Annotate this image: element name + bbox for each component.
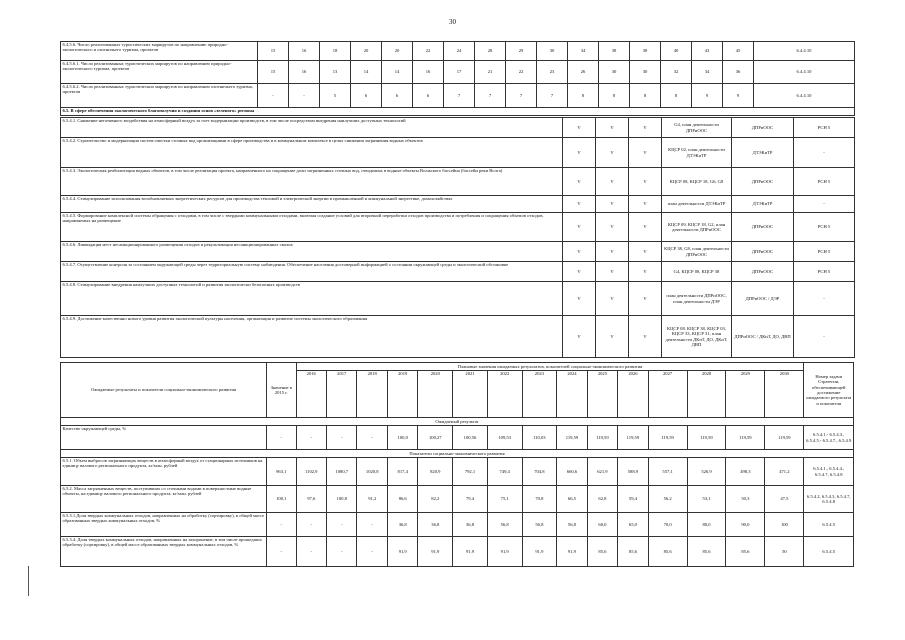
header-row [61, 363, 854, 371]
table-row: 6.4.5.6. Число реализованных туристических маршрутов по направлению природно-экологического и охотничьего туризма, проектов 15 16 18 20 20 22 24 28 29 30 34 38 38 40 43 45 6.4.4.10 [61, 42, 855, 61]
table-row: 6.5.3.1.Доля твердых коммунальных отходов, направленных на обработку (сортировку), в общей массе образованных твердых коммунальных отходов, % - - - - 36,8 36,8 36,8 56,8 56,8 56,8 60,0 65,0 70,0 80,0 90,0 100 6.5.4.5 [61, 513, 854, 537]
top-table [60, 41, 855, 116]
row-label: 6.4.5.6. Число реализованных туристических маршрутов по направлению природно-экологического и охотничьего туризма, проектов [61, 42, 258, 61]
table-row: 6.5.4.8. Стимулирование внедрения наилучших доступных технологий и развития экологически безопасных производств V V V план деятельности ДПРиООС, план деятельности ДЭР ДПРиООС / ДЭР - [61, 282, 855, 316]
page-number: 30 [449, 18, 456, 26]
plan-values-header: Плановые значения ожидаемых результатов, показателей социально-экономического развития [296, 363, 804, 371]
table-row: 6.5.4.5. Формирование комплексной системы обращения с отходами, в том числе с твердыми коммунальными отходами, включая создание условий для вторичной переработки отходов производства и потребления и сокращения объемов отходов, направляемых на размещение V V V КЦСР 09, КЦСР 18, G2, план деятельности ДПРиООС ДПРиООС РСН 5 [61, 213, 855, 242]
table-row: 6.4.5.6.2. Число реализованных туристических маршрутов по направлению охотничьего туризма, проектов - - 5 6 6 6 7 7 7 7 8 8 8 8 9 9 6.4.4.10 [61, 84, 855, 108]
indicator-header: Ожидаемые результаты и показатели социально-экономического развития [61, 363, 267, 418]
base-value-header: Значение в 2015 г. [267, 363, 296, 418]
table-row: 6.5.1. Объем выбросов загрязняющих веществ в атмосферный воздух от стационарных источников на единицу валового регионального продукта, кг/млн. рублей 963,1 1102,9 1080,7 1020,8 817,4 820,9 792,1 749,4 704,8 660,6 621,9 588,9 557,1 526,9 498,3 471,2 6.5.4.1., 6.5.4.4., 6.5.4.7, 6.5.4.8 [61, 458, 854, 486]
row-label: 6.4.5.6.1. Число реализованных туристических маршрутов по направлению природно-экологического туризма, проектов [61, 61, 258, 84]
table-row: 6.5.2. Масса загрязненных веществ, поступивших со сточными водами в поверхностные водные объекты, на единицу валового регионального продукта, кг/млн. рублей 100,1 97,6 100,8 91,2 86,6 82,2 79,4 75,1 70,8 66,5 62,8 59,4 56,2 53,1 50,3 47,5 6.5.4.2, 6.5.4.3, 6.5.4.7, 6.5.4.8 [61, 486, 854, 513]
row-label: 6.4.5.6.2. Число реализованных туристических маршрутов по направлению охотничьего туризма, проектов [61, 84, 258, 108]
scan-edge-mark [28, 566, 29, 596]
table-row: 6.5.4.2. Строительство и модернизация систем очистки сточных вод организациями в сфере производства и в коммунальном комплексе в целях снижения загрязнения водных объектов V V V КЦСР 02, план деятельности ДТЭКиТР ДТЭКиТР - [61, 138, 855, 168]
section-header-row [61, 418, 854, 426]
table-row: 6.5.4.3. Экологическая реабилитация водных объектов, в том числе реализация проекта, направленного на сокращение доли загрязненных сточных вод, отводимых в водные объекты Волжского бассейна (бассейн реки Волга) V V V КЦСР 08, КЦСР 18, G6, G8 ДПРиООС РСН 5 [61, 168, 855, 196]
table-row: 6.5.4.4. Стимулирование использования возобновляемых энергетических ресурсов для производства тепловой и электрической энергии в промышленной и коммунальной энергетике, домохозяйствах V V V план деятельности ДТЭКиТР ДТЭКиТР - [61, 196, 855, 213]
table-row: 6.5.4.1. Снижение негативного воздействия на атмосферный воздух за счет модернизации производств, в том числе посредством внедрения наилучших доступных технологий V V V G4, план деятельности ДПРиООС ДПРиООС РСН 5 [61, 118, 855, 138]
table-row: 6.5.4.6. Ликвидация мест несанкционированного размещения отходов и рекультивация несанкционированных свалок V V V КЦСР 38, G8, план деятельности ДПРиООС ДПРиООС РСН 5 [61, 242, 855, 262]
years-row: 2016 2017 2018 2019 2020 2021 2022 2023 2024 2025 2026 2027 2028 2029 2030 [61, 371, 854, 418]
section-header-row [61, 450, 854, 458]
expected-result-label: Ожидаемый результат [61, 418, 854, 426]
section-header-row [61, 108, 855, 116]
table-row: Качество окружающей среды, % - - - - 100,0 100,27 100,56 109,53 110,03 119,59 119,59 119,59 119,59 119,59 119,59 119,59 6.5.4.1.- 6.5.4.3., 6.5.4.5.- 6.5.4.7., 6.5.4.9 [61, 426, 854, 450]
table-row: 6.5.3.4. Доля твердых коммунальных отходов, направленных на захоронение, в том числе прошедших обработку (сортировку), в общей массе образованных твердых коммунальных отходов, % - - - - 91,9 91,9 91,9 91,9 91,9 91,9 85,6 85,6 85,6 85,6 85,6 50 6.5.4.5 [61, 537, 854, 567]
table-row: 6.4.5.6.1. Число реализованных туристических маршрутов по направлению природно-экологического туризма, проектов 15 16 13 14 14 16 17 21 22 23 26 30 30 32 34 36 6.4.4.10 [61, 61, 855, 84]
indicators-table [60, 362, 854, 567]
indicators-label: Показатели социально-экономического развития [61, 450, 854, 458]
table-row: 6.5.4.7. Осуществление контроля за состоянием окружающей среды через территориальную систему наблюдения. Обеспечение населения достоверной информацией о состоянии окружающей среды и экологической обстановке V V V G4, КЦСР 08, КЦСР 38 ДПРиООС РСН 5 [61, 262, 855, 282]
task-number-header: Номер задачи Стратегии, обеспечивающей достижение ожидаемого результата и показателя [804, 363, 854, 418]
table-row: 6.5.4.9. Достижение качественно нового уровня развития экологической культуры населения, организация и развитие системы экологического образования V V V КЦСР 08, КЦСР 38, КЦСР 03, КЦСР 33, КЦСР 31, план деятельности ДКиТ, ДО, ДКиТ, ДВП ДПРиООС / ДКиТ, ДО, ДВП - [61, 316, 855, 358]
measures-table [60, 117, 855, 358]
section-title: 6.5. В сфере обеспечения экологического благополучия и создания основ «зеленого» региона [61, 108, 855, 116]
